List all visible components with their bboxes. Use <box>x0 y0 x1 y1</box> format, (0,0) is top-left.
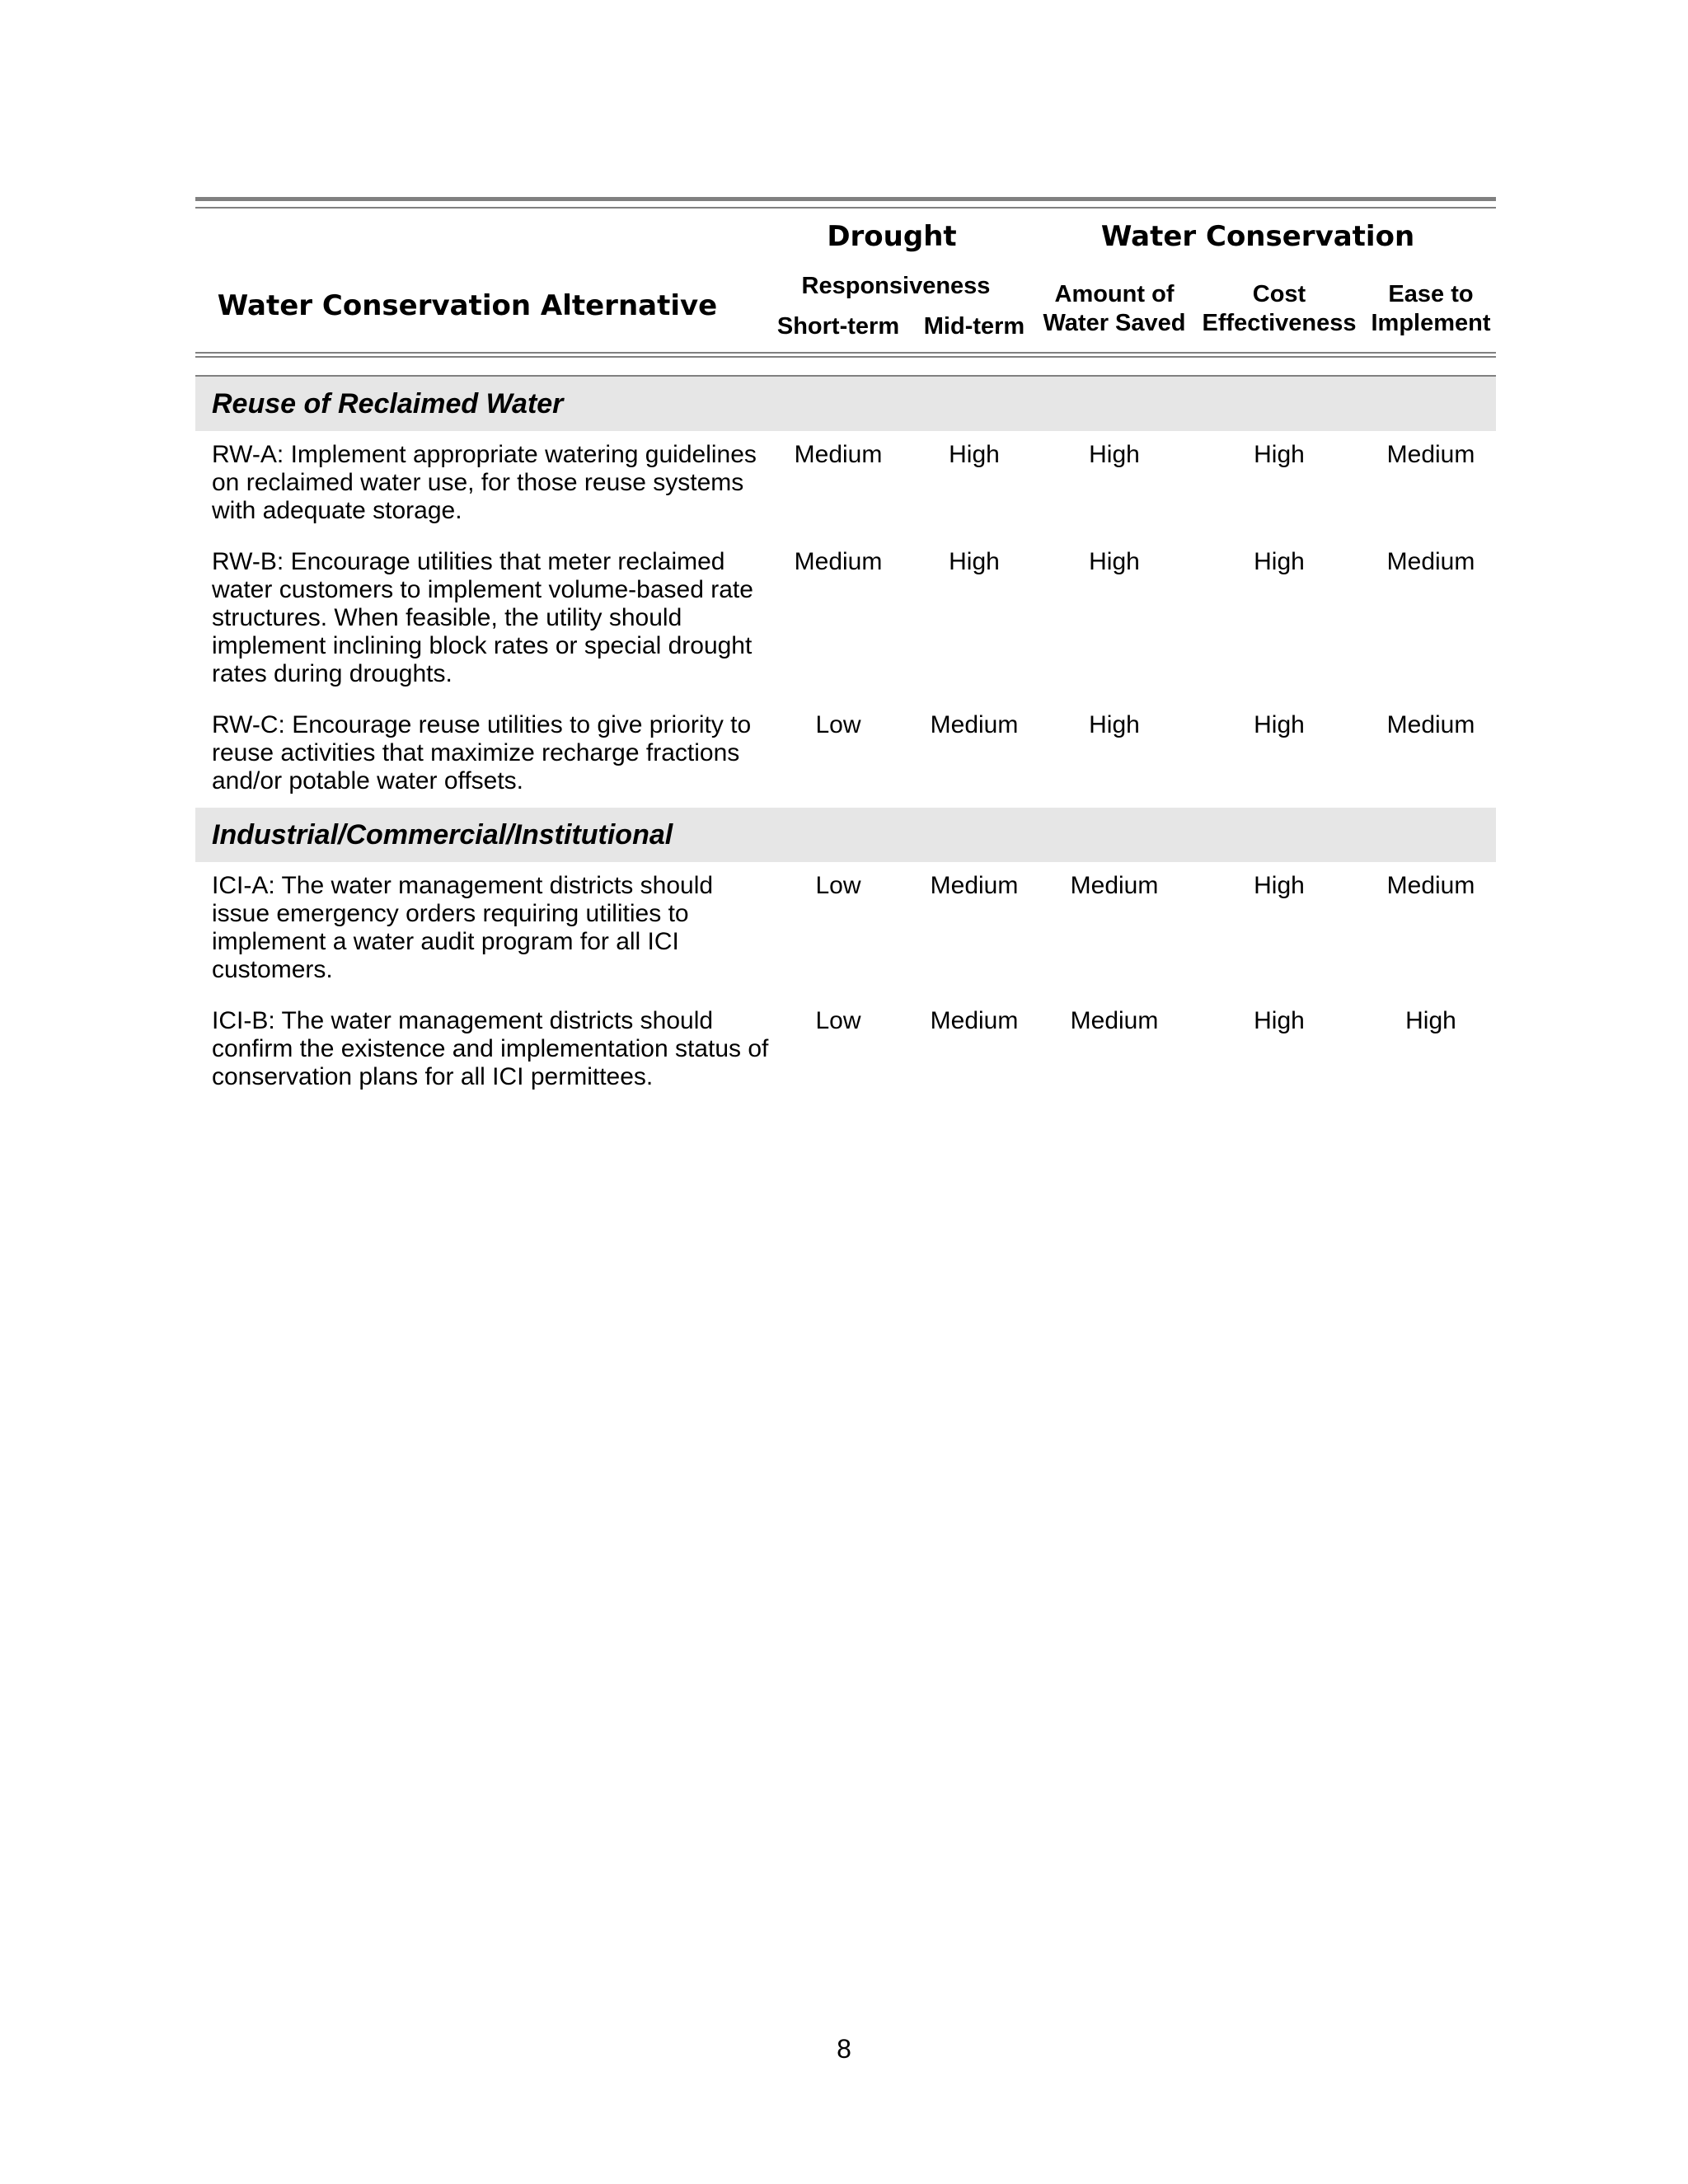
cell-cost: High <box>1254 1007 1305 1034</box>
cell-amount: High <box>1089 548 1140 575</box>
cell-cost: High <box>1254 548 1305 575</box>
row-description: ICI-B: The water management districts should confirm the existence and implementation status of conservation plans for all ICI permittees. <box>212 1007 769 1090</box>
row-description: ICI-A: The water management districts should issue emergency orders requiring utilities to implement a water audit program for all ICI customers. <box>212 872 714 983</box>
top-rule-thin <box>195 207 1496 209</box>
page-number: 8 <box>837 2034 851 2064</box>
row-description: RW-B: Encourage utilities that meter reclaimed water customers to implement volume-based rate structures. When feasible, the utility should implement inclining block rates or special drought rates during droughts. <box>212 548 753 687</box>
header-rule-2 <box>195 356 1496 358</box>
header-alternative: Water Conservation Alternative <box>217 289 718 322</box>
cell-short-term: Medium <box>794 548 883 575</box>
header-ease-line2: Implement <box>1371 310 1491 336</box>
cell-amount: Medium <box>1070 1007 1159 1034</box>
header-ease-line1: Ease to <box>1388 281 1474 307</box>
cell-short-term: Low <box>815 1007 861 1034</box>
header-amount-line1: Amount of <box>1054 281 1175 307</box>
header-responsiveness: Responsiveness <box>801 273 991 299</box>
header-cost-line1: Cost <box>1252 281 1306 307</box>
cell-ease: High <box>1405 1007 1456 1034</box>
cell-ease: Medium <box>1386 711 1475 738</box>
header-short-term: Short-term <box>776 313 900 340</box>
row-description: RW-A: Implement appropriate watering guidelines on reclaimed water use, for those reuse systems with adequate storage. <box>212 441 757 524</box>
cell-ease: Medium <box>1386 441 1475 468</box>
cell-short-term: Low <box>815 711 861 738</box>
cell-mid-term: Medium <box>930 711 1019 738</box>
header-rule-1 <box>195 352 1496 354</box>
cell-short-term: Medium <box>794 441 883 468</box>
row-description: RW-C: Encourage reuse utilities to give priority to reuse activities that maximize recharge fractions and/or potable water offsets. <box>212 711 752 794</box>
cell-mid-term: High <box>949 548 1000 575</box>
cell-mid-term: Medium <box>930 872 1019 899</box>
section-title: Industrial/Commercial/Institutional <box>212 819 673 851</box>
cell-cost: High <box>1254 441 1305 468</box>
cell-mid-term: High <box>949 441 1000 468</box>
header-water-conservation: Water Conservation <box>1100 220 1415 253</box>
cell-ease: Medium <box>1386 548 1475 575</box>
header-cost-line2: Effectiveness <box>1202 310 1357 336</box>
cell-amount: High <box>1089 441 1140 468</box>
cell-mid-term: Medium <box>930 1007 1019 1034</box>
header-amount-line2: Water Saved <box>1043 310 1186 336</box>
cell-amount: High <box>1089 711 1140 738</box>
header-mid-term: Mid-term <box>923 313 1025 340</box>
top-rule-thick <box>195 197 1496 201</box>
section-band-reclaimed <box>195 377 1496 431</box>
cell-cost: High <box>1254 711 1305 738</box>
cell-amount: Medium <box>1070 872 1159 899</box>
header-drought: Drought <box>827 220 957 253</box>
section-band-ici <box>195 808 1496 862</box>
cell-ease: Medium <box>1386 872 1475 899</box>
section-title: Reuse of Reclaimed Water <box>212 388 564 419</box>
cell-short-term: Low <box>815 872 861 899</box>
cell-cost: High <box>1254 872 1305 899</box>
